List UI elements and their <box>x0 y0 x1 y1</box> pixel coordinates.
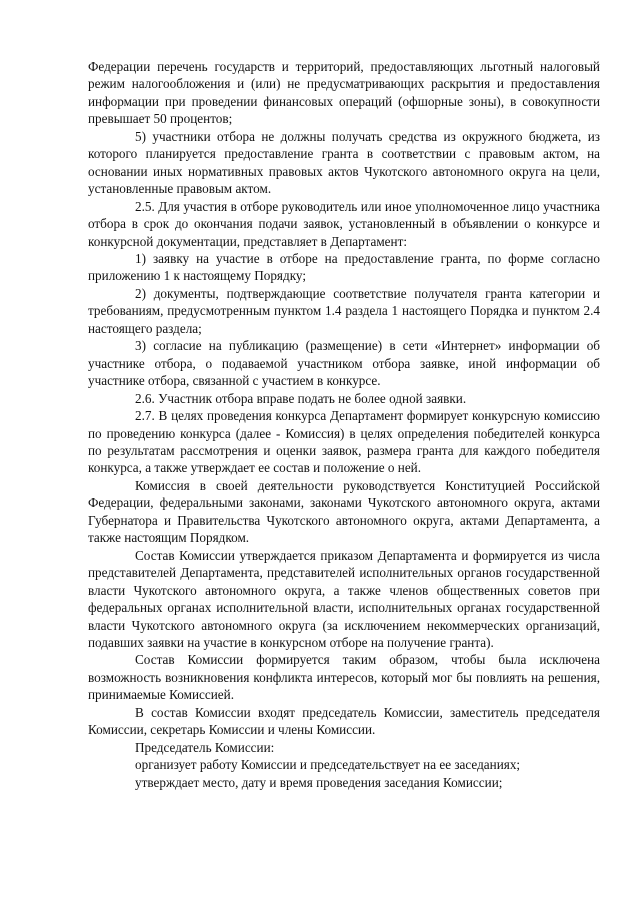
paragraph-section-2-5-item-1: 1) заявку на участие в отборе на предоставление гранта, по форме согласно приложению 1 к настоящему Порядку; <box>88 250 600 284</box>
paragraph-section-2-7: 2.7. В целях проведения конкурса Департамент формирует конкурсную комиссию по проведению конкурса (далее - Комиссия) в целях определения победителей конкурса по результатам рассмотрения и оценки заявок, размера гранта для каждого победителя конкурса, а также утверждает ее состав и положение о ней. <box>88 408 600 476</box>
paragraph-commission-conflict: Состав Комиссии формируется таким образом, чтобы была исключена возможность возникновения конфликта интересов, который мог бы повлиять на решения, принимаемые Комиссией. <box>88 652 600 703</box>
paragraph-section-2-5-item-2: 2) документы, подтверждающие соответствие получателя гранта категории и требованиям, предусмотренным пунктом 1.4 раздела 1 настоящего Порядка и пунктом 2.4 настоящего раздела; <box>88 285 600 336</box>
paragraph-item-5: 5) участники отбора не должны получать средства из окружного бюджета, из которого планируется предоставление гранта в соответствии с правовым актом, на основании иных нормативных правовых актов Чукотского автономного округа на цели, установленные правовым актом. <box>88 128 600 197</box>
document-page <box>88 58 600 791</box>
paragraph-chairman-heading: Председатель Комиссии: <box>135 739 275 755</box>
paragraph-commission-law: Комиссия в своей деятельности руководствуется Конституцией Российской Федерации, федеральными законами, законами Чукотского автономного округа, актами Губернатора и Правительства Чукотского автономного округа, актами Департамента, а также настоящим Порядком. <box>88 477 600 546</box>
paragraph-continuation: Федерации перечень государств и территорий, предоставляющих льготный налоговый режим налогообложения и (или) не предусматривающих раскрытия и предоставления информации при проведении финансовых операций (офшорные зоны), в совокупности превышает 50 процентов; <box>88 59 600 127</box>
paragraph-section-2-5-item-3: 3) согласие на публикацию (размещение) в сети «Интернет» информации об участнике отбора, о подаваемой участником отбора заявке, иной информации об участнике отбора, связанной с участием в конкурсе. <box>88 338 600 389</box>
paragraph-chairman-duty-1: организует работу Комиссии и председательствует на ее заседаниях; <box>135 757 521 773</box>
paragraph-chairman-duty-2: утверждает место, дату и время проведения заседания Комиссии; <box>135 774 503 790</box>
paragraph-commission-members: В состав Комиссии входят председатель Комиссии, заместитель председателя Комиссии, секретарь Комиссии и члены Комиссии. <box>88 704 600 738</box>
paragraph-commission-composition: Состав Комиссии утверждается приказом Департамента и формируется из числа представителей Департамента, представителей исполнительных органов государственной власти Чукотского автономного округа, а также членов общественных советов при федеральных органах исполнительной власти, исполнительных органах государственной власти Чукотского автономного округа (за исключением некоммерческих организаций, подавших заявки на участие в конкурсном отборе на получение гранта). <box>88 547 600 650</box>
paragraph-section-2-6: 2.6. Участник отбора вправе подать не более одной заявки. <box>135 390 467 406</box>
paragraph-section-2-5: 2.5. Для участия в отборе руководитель или иное уполномоченное лицо участника отбора в срок до окончания подачи заявок, установленный в объявлении о конкурсе и конкурсной документации, представляет в Департамент: <box>88 198 600 249</box>
